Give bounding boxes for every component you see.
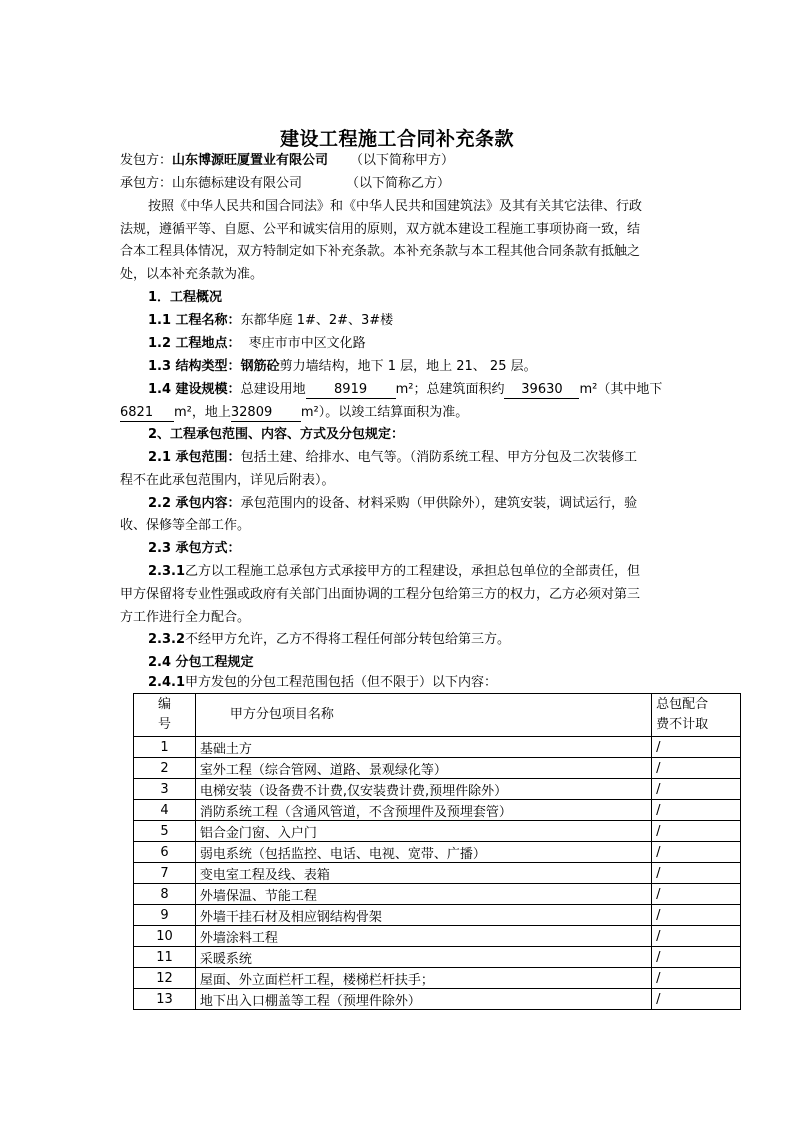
table-row	[134, 863, 741, 884]
party-b-name: 山东德标建设有限公司	[172, 176, 303, 191]
clause-1-4-text-c: （其中地下	[597, 382, 663, 397]
clause-2-3-2-text: 不经甲方允许，乙方不得将工程任何部分转包给第三方。	[185, 632, 511, 647]
clause-2-2-line-2: 收、保修等全部工作。	[120, 518, 251, 533]
clause-1-4-text-d: ，地上	[191, 405, 231, 420]
table-row	[134, 758, 741, 779]
clause-2-3-1-line-2: 甲方保留将专业性强或政府有关部门出面协调的工程分包给第三方的权力，乙方必须对第三	[120, 587, 641, 602]
col-header-fee	[652, 694, 741, 737]
row-number-cell: 7	[134, 863, 196, 884]
table-body	[134, 737, 741, 1010]
clause-2-3-1	[148, 562, 640, 582]
col-header-fee-line-1: 总包配合	[656, 697, 709, 712]
row-item-name-cell: 消防系统工程（含通风管道，不含预埋件及预埋套管）	[195, 800, 651, 821]
table-row	[134, 926, 741, 947]
clause-1-4-text-b: ；总建筑面积约	[413, 382, 505, 397]
clause-2-1	[148, 448, 637, 468]
clause-2-2-line-1: 承包范围内的设备、材料采购（甲供除外），建筑安装，调试运行，验	[240, 496, 638, 511]
document-title: 建设工程施工合同补充条款	[279, 128, 514, 150]
row-number-cell: 8	[134, 884, 196, 905]
row-item-name-cell: 采暖系统	[195, 947, 651, 968]
row-number-cell: 12	[134, 968, 196, 989]
above-ground-area-unit: m²	[300, 405, 319, 420]
row-item-name-cell: 屋面、外立面栏杆工程，楼梯栏杆扶手；	[195, 968, 651, 989]
col-header-number-line-2: 号	[157, 717, 171, 732]
party-b-label: 承包方：	[120, 176, 173, 191]
row-number-cell: 13	[134, 989, 196, 1010]
clause-1-1-value: 东都华庭 1#、2#、3#楼	[240, 313, 394, 328]
col-header-item-name: 甲方分包项目名称	[195, 694, 651, 737]
row-item-name-cell: 外墙保温、节能工程	[195, 884, 651, 905]
table-row	[134, 779, 741, 800]
row-fee-cell: /	[652, 737, 741, 758]
table-row	[134, 968, 741, 989]
clause-2-2-label: 2.2 承包内容：	[148, 496, 241, 511]
land-area-value: 8919	[306, 382, 396, 399]
row-number-cell: 9	[134, 905, 196, 926]
row-item-name-cell: 变电室工程及线、表箱	[195, 863, 651, 884]
intro-line-4: 处，以本补充条款为准。	[120, 267, 264, 282]
underground-area-value: 6821	[120, 405, 174, 422]
table-row	[134, 737, 741, 758]
row-number-cell: 10	[134, 926, 196, 947]
clause-2-3-2-label: 2.3.2	[148, 632, 186, 647]
table-row	[134, 884, 741, 905]
party-a-label: 发包方：	[120, 153, 173, 168]
intro-line-3: 合本工程具体情况，双方特制定如下补充条款。本补充条款与本工程其他合同条款有抵触之	[120, 244, 641, 259]
row-fee-cell: /	[652, 863, 741, 884]
row-number-cell: 5	[134, 821, 196, 842]
table-row	[134, 842, 741, 863]
table-row	[134, 821, 741, 842]
row-number-cell: 4	[134, 800, 196, 821]
row-fee-cell: /	[652, 947, 741, 968]
section-2-heading: 2、工程承包范围、内容、方式及分包规定：	[148, 427, 405, 442]
land-area-unit: m²	[395, 382, 414, 397]
party-b-line	[120, 174, 450, 194]
clause-1-4-text-a: 总建设用地	[240, 382, 306, 397]
clause-2-3-1-line-1: 乙方以工程施工总承包方式承接甲方的工程建设，承担总包单位的全部责任，但	[185, 564, 641, 579]
clause-1-2-label: 1.2 工程地点：	[148, 336, 241, 351]
party-a-line	[120, 151, 454, 171]
clause-1-4-text-e: ）。以竣工结算面积为准。	[318, 405, 469, 420]
row-item-name-cell: 基础土方	[195, 737, 651, 758]
col-header-number-line-1: 编	[157, 697, 171, 712]
row-fee-cell: /	[652, 926, 741, 947]
clause-2-4-1-text: 甲方发包的分包工程范围包括（但不限于）以下内容：	[185, 675, 498, 690]
row-item-name-cell: 室外工程（综合管网、道路、景观绿化等）	[195, 758, 651, 779]
party-a-name: 山东博源旺厦置业有限公司	[172, 153, 329, 168]
clause-2-3-label: 2.3 承包方式：	[148, 541, 241, 556]
clause-2-4-1-label: 2.4.1	[148, 675, 186, 690]
clause-1-2	[148, 334, 366, 354]
clause-1-4-label: 1.4 建设规模：	[148, 382, 241, 397]
row-fee-cell: /	[652, 758, 741, 779]
subcontract-table	[133, 693, 741, 1010]
clause-1-3	[148, 357, 537, 377]
row-number-cell: 3	[134, 779, 196, 800]
row-item-name-cell: 地下出入口棚盖等工程（预埋件除外）	[195, 989, 651, 1010]
row-fee-cell: /	[652, 842, 741, 863]
table-row	[134, 800, 741, 821]
row-fee-cell: /	[652, 905, 741, 926]
row-number-cell: 2	[134, 758, 196, 779]
clause-2-4-1	[148, 673, 497, 693]
row-item-name-cell: 铝合金门窗、入户门	[195, 821, 651, 842]
clause-1-3-value: 剪力墙结构，地下 1 层，地上 21、 25 层。	[279, 359, 537, 374]
clause-2-3-2	[148, 630, 510, 650]
clause-2-1-line-1: 包括土建、给排水、电气等。（消防系统工程、甲方分包及二次装修工	[240, 450, 638, 465]
row-fee-cell: /	[652, 968, 741, 989]
table-row	[134, 905, 741, 926]
col-header-fee-line-2: 费不计取	[656, 717, 709, 732]
clause-2-1-line-2: 程不在此承包范围内，详见后附表）。	[120, 473, 335, 488]
total-area-unit: m²	[579, 382, 598, 397]
clause-1-1-label: 1.1 工程名称：	[148, 313, 241, 328]
clause-2-4-label: 2.4 分包工程规定	[148, 655, 254, 670]
row-number-cell: 11	[134, 947, 196, 968]
clause-1-2-value: 枣庄市市中区文化路	[248, 336, 366, 351]
row-fee-cell: /	[652, 884, 741, 905]
clause-2-1-label: 2.1 承包范围：	[148, 450, 241, 465]
table-row	[134, 947, 741, 968]
section-1-heading: 1．工程概况	[148, 290, 223, 305]
total-area-value: 39630	[504, 382, 579, 399]
row-item-name-cell: 电梯安装（设备费不计费,仅安装费计费,预埋件除外）	[195, 779, 651, 800]
col-header-number	[134, 694, 196, 737]
underground-area-unit: m²	[174, 405, 192, 420]
intro-line-1: 按照《中华人民共和国合同法》和《中华人民共和国建筑法》及其有关其它法律、行政	[148, 199, 643, 214]
row-fee-cell: /	[652, 989, 741, 1010]
row-item-name-cell: 弱电系统（包括监控、电话、电视、宽带、广播）	[195, 842, 651, 863]
above-ground-area-value: 32809	[231, 405, 301, 422]
row-fee-cell: /	[652, 779, 741, 800]
party-b-alias: （以下简称乙方）	[346, 176, 451, 191]
table-header-row	[134, 694, 741, 737]
clause-2-3-1-label: 2.3.1	[148, 564, 186, 579]
row-item-name-cell: 外墙干挂石材及相应钢结构骨架	[195, 905, 651, 926]
clause-1-4-cont	[120, 403, 468, 423]
row-number-cell: 1	[134, 737, 196, 758]
row-fee-cell: /	[652, 800, 741, 821]
clause-2-3-1-line-3: 方工作进行全力配合。	[120, 610, 251, 625]
row-number-cell: 6	[134, 842, 196, 863]
clause-1-1	[148, 311, 393, 331]
party-a-alias: （以下简称甲方）	[350, 153, 455, 168]
clause-1-3-value-bold: 钢筋砼	[240, 359, 280, 374]
row-fee-cell: /	[652, 821, 741, 842]
clause-2-2	[148, 494, 637, 514]
intro-line-2: 法规，遵循平等、自愿、公平和诚实信用的原则，双方就本建设工程施工事项协商一致，结	[120, 222, 641, 237]
table-row	[134, 989, 741, 1010]
row-item-name-cell: 外墙涂料工程	[195, 926, 651, 947]
clause-1-4	[148, 380, 662, 400]
clause-1-3-label: 1.3 结构类型：	[148, 359, 241, 374]
